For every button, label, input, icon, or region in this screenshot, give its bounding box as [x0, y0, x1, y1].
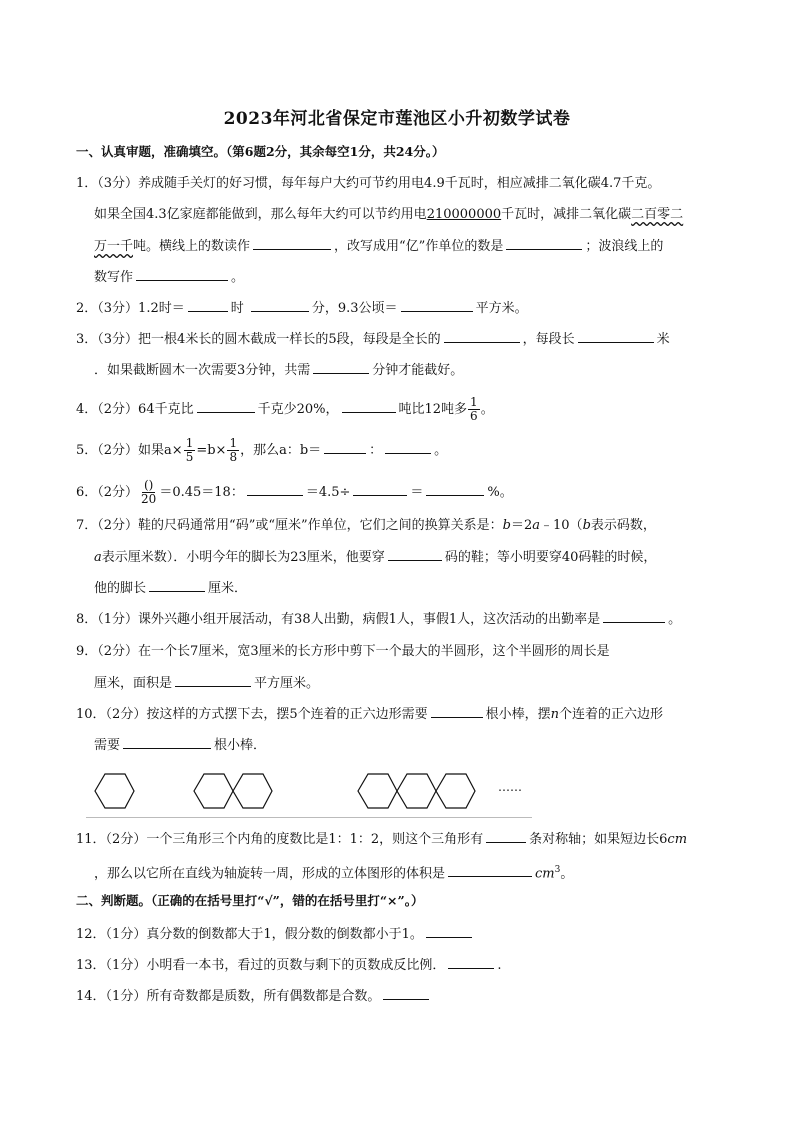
question-1-line-1: 1．（3分）养成随手关灯的好习惯，每年每户大约可节约用电4.9千瓦时，相应减排二氧化碳4.7千克。 — [76, 176, 661, 191]
question-10-line-1: 10．（2分）按这样的方式摆下去，摆5个连着的正六边形需要 根小棒，摆n个连着的正六边形 — [76, 703, 728, 725]
fraction: $\frac{()}{20}$ — [141, 478, 157, 506]
answer-blank[interactable] — [426, 923, 472, 938]
question-7-line-2: a表示厘米数）．小明今年的脚长为23厘米，他要穿 码的鞋；等小明要穿40码鞋的时候， — [94, 546, 728, 568]
question-14: 14．（1分）所有奇数都是质数，所有偶数都是合数。 — [76, 985, 728, 1007]
question-7-line-1: 7．（2分）鞋的尺码通常用“码”或“厘米”作单位，它们之间的换算关系是：b＝2a﹣10（b表示码数， — [76, 518, 656, 533]
answer-blank[interactable] — [578, 328, 654, 343]
answer-blank[interactable] — [426, 481, 484, 496]
answer-blank[interactable] — [136, 266, 228, 281]
answer-blank[interactable] — [388, 546, 442, 561]
hexagon — [233, 774, 272, 808]
answer-blank[interactable] — [342, 398, 396, 413]
question-4: 4．（2分）64千克比 千克少20%， 吨比12吨多 $\frac{1}{6}$ 。 — [76, 395, 494, 423]
answer-blank[interactable] — [253, 235, 331, 250]
question-2: 2．（3分）1.2时＝ 时 分，9.3公顷＝ 平方米。 — [76, 297, 728, 319]
hexagon — [436, 774, 475, 808]
question-1-line-4: 数写作 。 — [94, 266, 728, 288]
question-11-line-1: 11．（2分）一个三角形三个内角的度数比是1：1：2，则这个三角形有 条对称轴；如果短边长6cm — [76, 828, 728, 850]
question-12: 12．（1分）真分数的倒数都大于1，假分数的倒数都小于1。 — [76, 923, 728, 945]
question-3-line-2: ．如果截断圆木一次需要3分钟，共需 分钟才能截好。 — [94, 359, 728, 381]
question-6: 6．（2分） $\frac{()}{20}$ ＝0.45＝18： ＝4.5÷ ＝ %。 — [76, 478, 513, 506]
question-8: 8．（1分）课外兴趣小组开展活动，有38人出勤，病假1人，事假1人，这次活动的出勤率是 。 — [76, 608, 728, 630]
answer-blank[interactable] — [603, 608, 665, 623]
answer-blank[interactable] — [401, 297, 473, 312]
question-1-line-3: 万一千吨。横线上的数读作 ，改写成用“亿”作单位的数是 ；波浪线上的 — [94, 235, 728, 257]
question-11-line-2: ，那么以它所在直线为轴旋转一周，形成的立体图形的体积是 $cm^3$。 — [94, 859, 728, 881]
answer-blank[interactable] — [324, 439, 366, 454]
question-7-line-3: 他的脚长 厘米． — [94, 577, 728, 599]
hexagon — [95, 774, 134, 808]
question-3-line-1: 3．（3分）把一根4米长的圆木截成一样长的5段，每段是全长的 ，每段长 米 — [76, 328, 728, 350]
hexagon — [397, 774, 436, 808]
answer-blank[interactable] — [251, 297, 309, 312]
answer-blank[interactable] — [197, 398, 255, 413]
ellipsis-dots: …… — [498, 780, 522, 794]
answer-blank[interactable] — [188, 297, 228, 312]
answer-blank[interactable] — [486, 828, 526, 843]
section-2-header: 二、判断题。（正确的在括号里打“√”，错的在括号里打“×”。） — [76, 893, 424, 908]
answer-blank[interactable] — [506, 235, 582, 250]
answer-blank[interactable] — [444, 328, 520, 343]
section-1-header: 一、认真审题，准确填空。（第6题2分，其余每空1分，共24分。） — [76, 144, 445, 159]
fraction: $\frac{1}{8}$ — [229, 436, 238, 464]
answer-blank[interactable] — [383, 985, 429, 1000]
fraction: $\frac{1}{5}$ — [185, 436, 194, 464]
page-title: 2023年河北省保定市莲池区小升初数学试卷 — [223, 109, 571, 129]
answer-blank[interactable] — [448, 862, 532, 877]
hexagon — [194, 774, 233, 808]
answer-blank[interactable] — [247, 481, 303, 496]
answer-blank[interactable] — [431, 703, 483, 718]
hexagon-figure — [86, 765, 532, 818]
underlined-number: 210000000 — [426, 207, 502, 222]
question-13: 13．（1分）小明看一本书，看过的页数与剩下的页数成反比例． . — [76, 954, 728, 976]
fraction: $\frac{1}{6}$ — [470, 395, 478, 423]
answer-blank[interactable] — [448, 954, 494, 969]
question-9-line-2: 厘米，面积是 平方厘米。 — [94, 672, 728, 694]
question-1-line-2: 如果全国4.3亿家庭都能做到，那么每年大约可以节约用电210000000千瓦时，减排二氧化碳二百零二 — [94, 207, 684, 222]
answer-blank[interactable] — [313, 359, 369, 374]
wavy-underlined-text: 二百零二 — [631, 207, 684, 222]
answer-blank[interactable] — [123, 734, 211, 749]
answer-blank[interactable] — [385, 439, 431, 454]
answer-blank[interactable] — [149, 577, 205, 592]
question-5: 5．（2分）如果a× $\frac{1}{5}$ =b× $\frac{1}{8}$ ，那么a：b＝ ： 。 — [76, 436, 448, 464]
question-10-line-2: 需要 根小棒． — [94, 734, 728, 756]
hexagon-pattern-svg — [86, 765, 532, 817]
hexagon — [358, 774, 397, 808]
question-9-line-1: 9．（2分）在一个长7厘米，宽3厘米的长方形中剪下一个最大的半圆形，这个半圆形的周长是 — [76, 644, 610, 659]
answer-blank[interactable] — [175, 672, 251, 687]
answer-blank[interactable] — [353, 481, 407, 496]
